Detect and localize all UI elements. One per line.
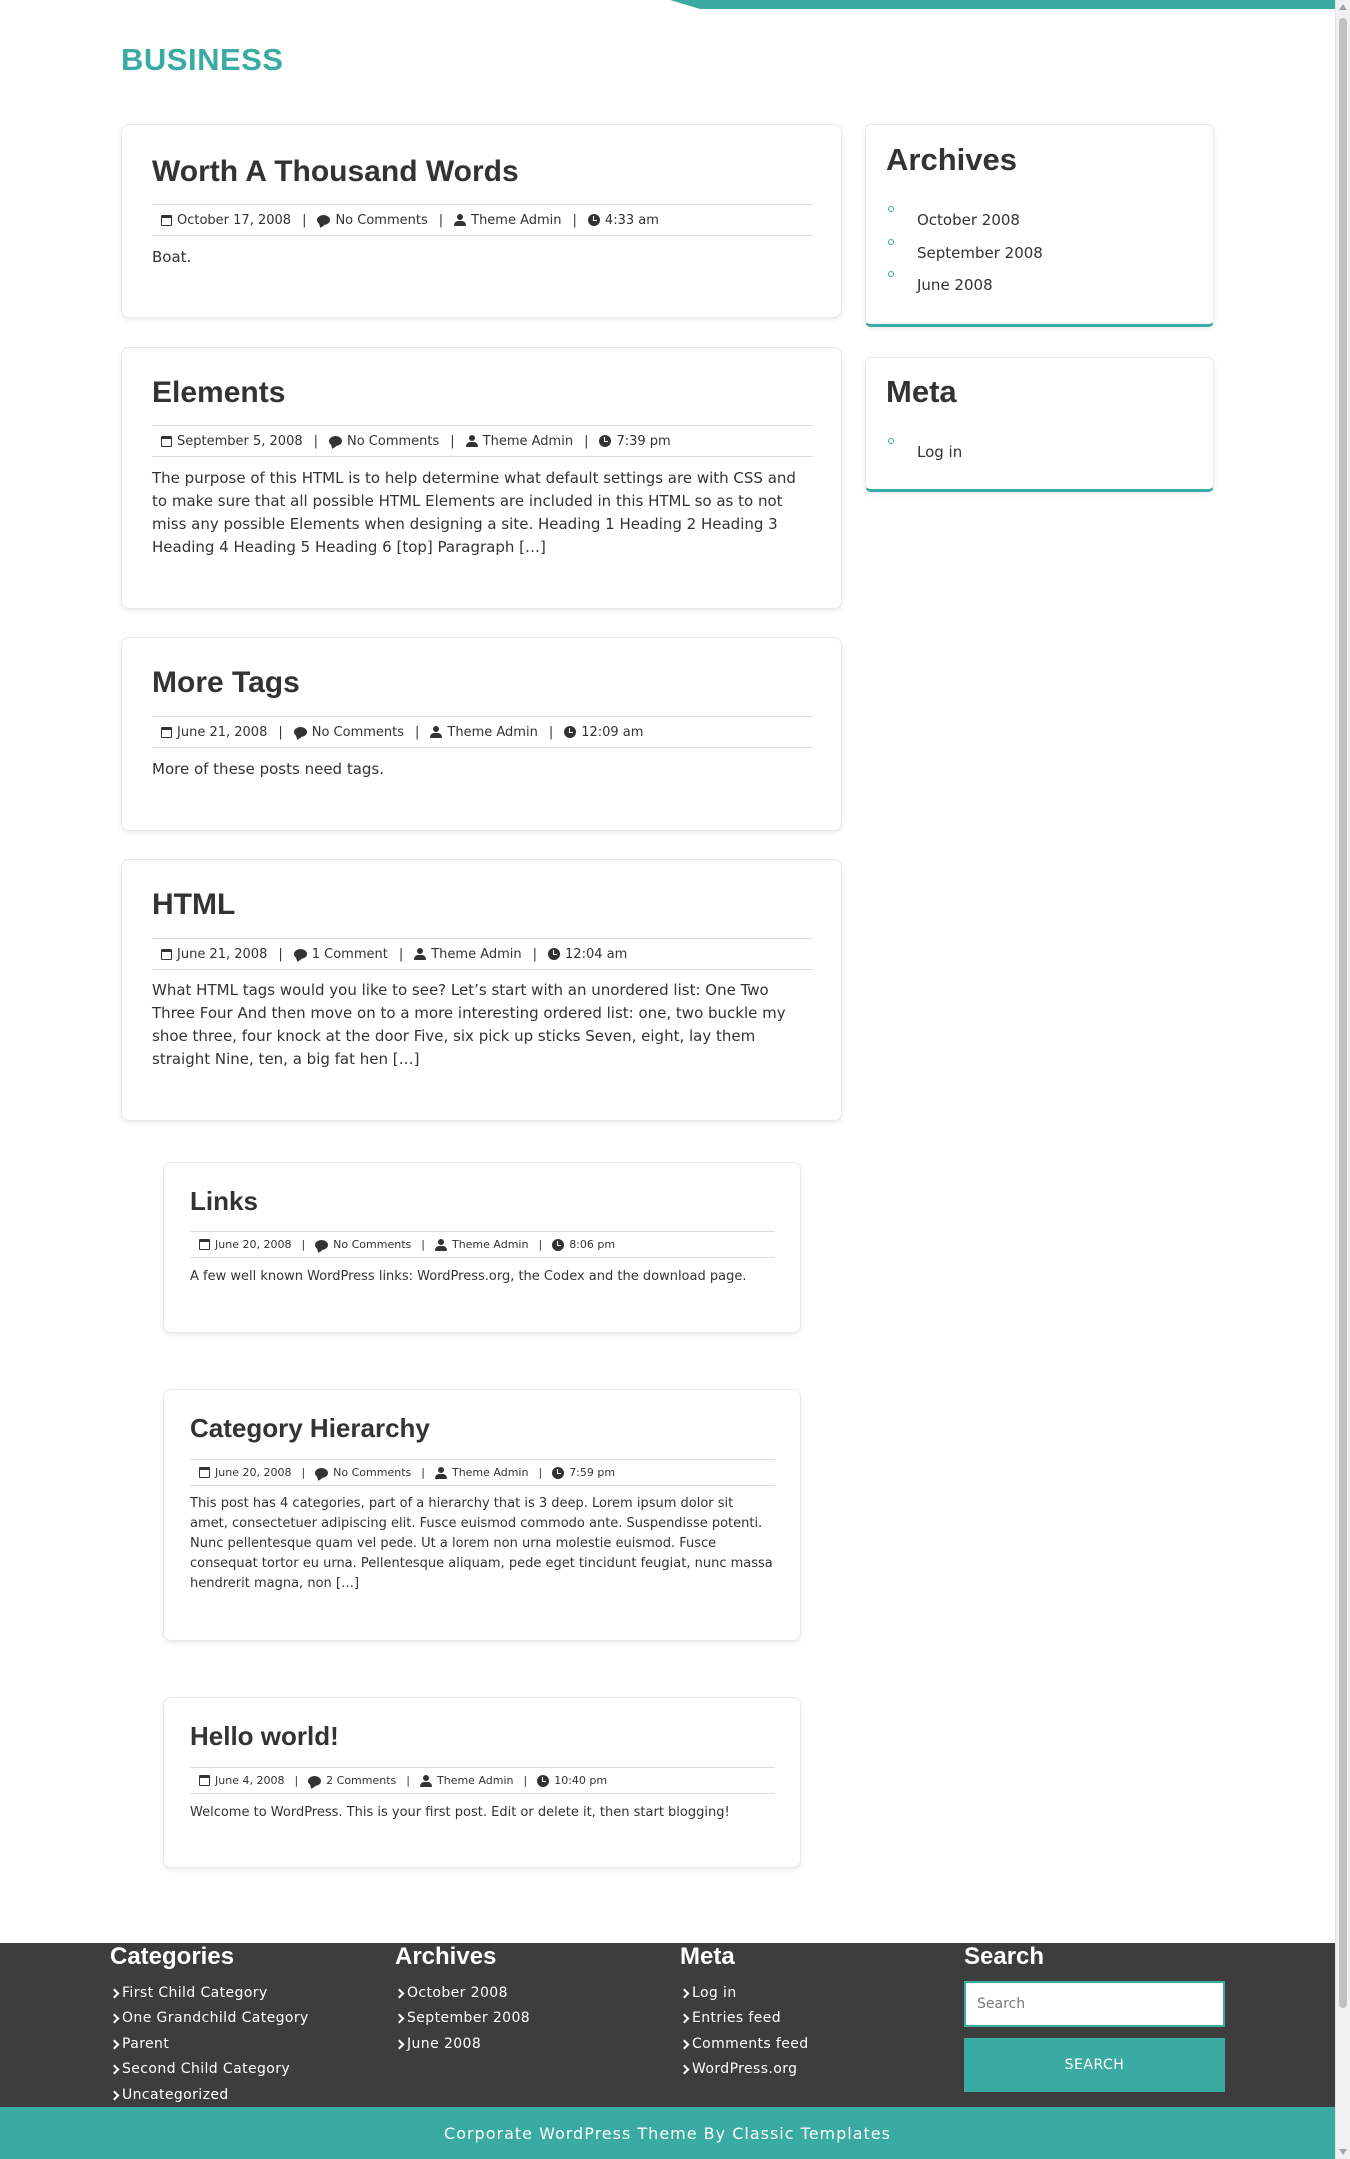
clock-icon xyxy=(552,1467,564,1479)
post-card xyxy=(163,1697,801,1868)
post-comments[interactable]: No Comments xyxy=(333,1466,412,1479)
user-icon xyxy=(430,726,442,738)
footer-category-link[interactable]: Uncategorized xyxy=(110,2087,229,2103)
widget-title: Meta xyxy=(886,374,957,409)
footer-meta-link[interactable]: Entries feed xyxy=(680,2010,781,2026)
footer-meta-link[interactable]: Log in xyxy=(680,1985,737,2001)
copyright-text[interactable]: Corporate WordPress Theme By Classic Templates xyxy=(444,2123,891,2143)
post-time: 4:33 am xyxy=(604,212,659,228)
post-card xyxy=(121,637,842,831)
comment-icon xyxy=(317,215,330,225)
comment-icon xyxy=(308,1776,321,1786)
clock-icon xyxy=(548,948,560,960)
post-author[interactable]: Theme Admin xyxy=(437,1774,514,1787)
post-date[interactable]: June 20, 2008 xyxy=(215,1238,292,1251)
footer-category-link[interactable]: First Child Category xyxy=(110,1985,268,2001)
archive-link[interactable]: October 2008 xyxy=(886,211,1020,229)
comment-icon xyxy=(294,949,307,959)
post-card xyxy=(163,1389,801,1641)
post-excerpt: Boat. xyxy=(152,248,192,266)
post-card xyxy=(121,347,842,609)
post-card xyxy=(121,859,842,1121)
archive-link[interactable]: June 2008 xyxy=(886,276,993,294)
footer-heading: Search xyxy=(964,1943,1045,1970)
footer-meta-link[interactable]: WordPress.org xyxy=(680,2061,797,2077)
site-footer xyxy=(0,1943,1335,2107)
post-date[interactable]: September 5, 2008 xyxy=(177,433,303,449)
post-comments[interactable]: No Comments xyxy=(333,1238,412,1251)
footer-category-link[interactable]: Parent xyxy=(110,2036,169,2052)
post-meta: June 21, 2008 | 1 Comment | Theme Admin | 12:04 am xyxy=(152,938,813,970)
post-date[interactable]: June 4, 2008 xyxy=(215,1774,285,1787)
post-time: 12:04 am xyxy=(565,946,628,962)
archive-link[interactable]: September 2008 xyxy=(886,244,1043,262)
user-icon xyxy=(454,214,466,226)
post-author[interactable]: Theme Admin xyxy=(451,1466,529,1479)
post-title[interactable]: HTML xyxy=(152,888,236,921)
post-excerpt: Welcome to WordPress. This is your first post. Edit or delete it, then start blogging! xyxy=(190,1805,730,1820)
user-icon xyxy=(466,435,478,447)
calendar-icon xyxy=(199,1467,210,1478)
post-excerpt: The purpose of this HTML is to help determine what default settings are with CSS and to make sure that all possible HTML Elements are included in this HTML so as to not miss any possible Elements when designing a site. Heading 1 Heading 2 Heading 3 Heading 4 Heading 5 Heading 6 [top] Paragraph […] xyxy=(152,469,796,556)
user-icon xyxy=(435,1467,447,1479)
comment-icon xyxy=(315,1468,328,1478)
calendar-icon xyxy=(199,1775,210,1786)
post-comments[interactable]: No Comments xyxy=(311,724,405,740)
post-comments[interactable]: No Comments xyxy=(335,212,428,228)
footer-heading: Meta xyxy=(680,1943,735,1970)
clock-icon xyxy=(552,1239,564,1251)
site-title[interactable]: BUSINESS xyxy=(121,42,284,77)
top-accent-bar xyxy=(670,0,1335,9)
post-comments[interactable]: 2 Comments xyxy=(326,1774,397,1787)
page-scrollbar[interactable] xyxy=(1335,0,1350,2159)
comment-icon xyxy=(315,1240,328,1250)
scrollbar-thumb[interactable] xyxy=(1339,18,1347,2008)
post-date[interactable]: June 21, 2008 xyxy=(177,724,268,740)
post-author[interactable]: Theme Admin xyxy=(471,212,562,228)
footer-category-link[interactable]: Second Child Category xyxy=(110,2061,290,2077)
footer-heading: Archives xyxy=(395,1943,497,1970)
post-card xyxy=(121,124,842,318)
clock-icon xyxy=(537,1775,549,1787)
calendar-icon xyxy=(161,727,172,738)
user-icon xyxy=(420,1775,432,1787)
widget-title: Archives xyxy=(886,142,1017,177)
post-meta: October 17, 2008 | No Comments | Theme Admin | 4:33 am xyxy=(152,204,813,236)
post-meta: June 20, 2008 | No Comments | Theme Admin | 7:59 pm xyxy=(190,1459,775,1486)
user-icon xyxy=(414,948,426,960)
post-comments[interactable]: 1 Comment xyxy=(311,946,388,962)
post-time: 10:40 pm xyxy=(554,1774,608,1787)
comment-icon xyxy=(329,436,342,446)
post-time: 7:59 pm xyxy=(569,1466,616,1479)
calendar-icon xyxy=(199,1239,210,1250)
post-excerpt: What HTML tags would you like to see? Let’s start with an unordered list: One Two Three Four And then move on to a more interesting ordered list: one, two buckle my shoe three, four knock at the door Five, six pick up sticks Seven, eight, lay them straight Nine, ten, a big fat hen […] xyxy=(152,981,786,1068)
post-title[interactable]: Elements xyxy=(152,376,286,409)
footer-heading: Categories xyxy=(110,1943,235,1970)
post-title[interactable]: More Tags xyxy=(152,666,300,699)
post-meta: June 21, 2008 | No Comments | Theme Admin | 12:09 am xyxy=(152,716,813,748)
sidebar-archives-widget xyxy=(865,124,1214,327)
post-meta: June 20, 2008 | No Comments | Theme Admin | 8:06 pm xyxy=(190,1231,775,1258)
post-title[interactable]: Worth A Thousand Words xyxy=(152,155,519,188)
copyright-bar xyxy=(0,2107,1335,2159)
post-date[interactable]: June 21, 2008 xyxy=(177,946,268,962)
post-title[interactable]: Hello world! xyxy=(190,1721,339,1751)
comment-icon xyxy=(294,727,307,737)
post-date[interactable]: October 17, 2008 xyxy=(177,212,292,228)
calendar-icon xyxy=(161,436,172,447)
calendar-icon xyxy=(161,215,172,226)
post-time: 12:09 am xyxy=(581,724,644,740)
scroll-down-arrow-icon[interactable] xyxy=(1339,2149,1347,2155)
post-comments[interactable]: No Comments xyxy=(347,433,440,449)
footer-category-link[interactable]: One Grandchild Category xyxy=(110,2010,309,2026)
post-author[interactable]: Theme Admin xyxy=(447,724,538,740)
clock-icon xyxy=(588,214,600,226)
post-title[interactable]: Links xyxy=(190,1186,258,1216)
meta-link[interactable]: Log in xyxy=(886,443,962,461)
footer-archive-link[interactable]: September 2008 xyxy=(395,2010,530,2026)
post-excerpt: A few well known WordPress links: WordPress.org, the Codex and the download page. xyxy=(190,1269,747,1284)
footer-archive-link[interactable]: October 2008 xyxy=(395,1985,508,2001)
post-excerpt: This post has 4 categories, part of a hierarchy that is 3 deep. Lorem ipsum dolor sit amet, consectetuer adipiscing elit. Fusce euismod commodo ante. Suspendisse potenti. Nunc pellentesque quam vel pede. Ut a lorem non urna molestie euismod. Fusce consequat tortor eu urna. Pellentesque aliquam, pede eget tincidunt feugiat, nunc massa hendrerit magna, non […] xyxy=(190,1496,773,1591)
calendar-icon xyxy=(161,949,172,960)
search-button[interactable]: SEARCH xyxy=(964,2038,1225,2092)
search-input[interactable] xyxy=(964,1981,1225,2027)
post-author[interactable]: Theme Admin xyxy=(482,433,574,449)
clock-icon xyxy=(599,435,611,447)
post-card xyxy=(163,1162,801,1333)
user-icon xyxy=(435,1239,447,1251)
post-author[interactable]: Theme Admin xyxy=(431,946,522,962)
post-meta: June 4, 2008 | 2 Comments | Theme Admin | 10:40 pm xyxy=(190,1767,775,1794)
clock-icon xyxy=(564,726,576,738)
post-title[interactable]: Category Hierarchy xyxy=(190,1413,430,1443)
footer-archive-link[interactable]: June 2008 xyxy=(395,2036,481,2052)
post-excerpt: More of these posts need tags. xyxy=(152,760,385,778)
scroll-up-arrow-icon[interactable] xyxy=(1339,4,1347,10)
sidebar-meta-widget xyxy=(865,357,1214,492)
post-date[interactable]: June 20, 2008 xyxy=(215,1466,292,1479)
post-meta: September 5, 2008 | No Comments | Theme Admin | 7:39 pm xyxy=(152,425,813,457)
post-time: 7:39 pm xyxy=(616,433,671,449)
post-author[interactable]: Theme Admin xyxy=(451,1238,529,1251)
post-time: 8:06 pm xyxy=(569,1238,616,1251)
footer-meta-link[interactable]: Comments feed xyxy=(680,2036,809,2052)
